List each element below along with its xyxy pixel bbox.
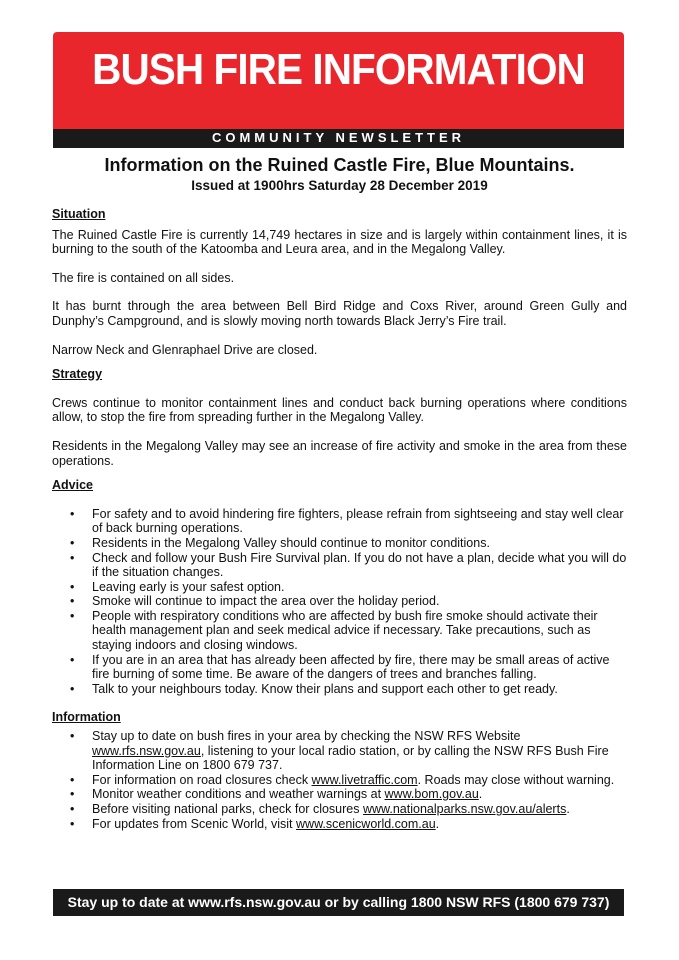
info-text: For updates from Scenic World, visit [92, 816, 297, 831]
situation-paragraph: The fire is contained on all sides. [52, 270, 235, 285]
list-item [70, 652, 627, 682]
bullet-icon: • [70, 816, 75, 831]
list-item [70, 729, 627, 773]
situation-title: Situation [52, 207, 106, 221]
advice-item-text: Check and follow your Bush Fire Survival plan. If you do not have a plan, decide what you will do if the situation changes. [92, 550, 627, 580]
situation-paragraph: The Ruined Castle Fire is currently 14,749 hectares in size and is largely within containment lines, it is burning to the south of the Katoomba and Leura area, and in the Megalong Valley. [52, 227, 627, 257]
bullet-icon: • [70, 681, 75, 696]
strategy-title: Strategy [52, 367, 103, 382]
strategy-paragraph: Residents in the Megalong Valley may see an increase of fire activity and smoke in the area from these operations. [52, 438, 627, 468]
list-item [70, 802, 627, 817]
advice-item-text: Smoke will continue to impact the area over the holiday period. [92, 594, 440, 609]
bom-link[interactable]: www.bom.gov.au [384, 787, 479, 802]
list-item [70, 816, 627, 832]
list-item [70, 535, 627, 551]
info-text: Before visiting national parks, check for closures [92, 802, 363, 816]
banner-subtitle: COMMUNITY NEWSLETTER [211, 130, 466, 145]
bullet-icon: • [70, 550, 75, 565]
info-text: . [435, 816, 440, 831]
advice-item-text: Residents in the Megalong Valley should continue to monitor conditions. [92, 535, 490, 550]
list-item [70, 579, 627, 595]
info-text: . [478, 787, 483, 802]
bullet-icon: • [70, 579, 75, 594]
nationalparks-link[interactable]: www.nationalparks.nsw.gov.au/alerts [362, 802, 567, 816]
advice-item-text: If you are in an area that has already been affected by fire, there may be small areas of active fire burning of some time. Be aware of the dangers of trees and branches falling. [92, 652, 610, 682]
bullet-icon: • [70, 652, 75, 667]
info-text: , listening to your local radio station, or by calling the NSW RFS Bush Fire Information Line on 1800 679 737. [92, 743, 609, 773]
list-item [70, 550, 627, 580]
info-text: . [566, 802, 570, 816]
list-item [70, 608, 627, 653]
list-item [70, 772, 627, 788]
advice-list [52, 507, 627, 697]
list-item [70, 506, 627, 536]
info-text: Stay up to date on bush fires in your area by checking the NSW RFS Website [92, 729, 521, 744]
information-title: Information [52, 710, 121, 725]
banner-title: BUSH FIRE INFORMATION [92, 45, 585, 94]
bullet-icon: • [70, 729, 75, 744]
bullet-icon: • [70, 594, 75, 609]
document-heading: Information on the Ruined Castle Fire, Blue Mountains. [104, 155, 575, 175]
situation-paragraph: Narrow Neck and Glenraphael Drive are closed. [52, 342, 318, 357]
info-text: For information on road closures check [92, 772, 312, 787]
community-newsletter-bar [53, 129, 624, 148]
bullet-icon: • [70, 535, 75, 550]
info-text: . Roads may close without warning. [417, 772, 615, 787]
info-text: Monitor weather conditions and weather warnings at [92, 787, 385, 802]
issued-timestamp: Issued at 1900hrs Saturday 28 December 2019 [191, 178, 488, 193]
bullet-icon: • [70, 772, 75, 787]
list-item [70, 681, 627, 697]
advice-item-text: For safety and to avoid hindering fire fighters, please refrain from sightseeing and stay well clear of back burning operations. [92, 506, 624, 536]
advice-item-text: Leaving early is your safest option. [92, 579, 285, 594]
list-item [70, 594, 627, 609]
bullet-icon: • [70, 506, 75, 521]
bullet-icon: • [70, 787, 75, 802]
advice-item-text: Talk to your neighbours today. Know their plans and support each other to get ready. [92, 681, 558, 696]
information-list [52, 729, 627, 831]
newsletter-body [52, 207, 627, 845]
footer-bar [53, 889, 624, 916]
newsletter-banner [53, 32, 624, 129]
strategy-paragraph: Crews continue to monitor containment lines and conduct back burning operations where conditions allow, to stop the fire from spreading further in the Megalong Valley. [52, 395, 627, 425]
list-item [70, 787, 627, 802]
situation-paragraph: It has burnt through the area between Bell Bird Ridge and Coxs River, around Green Gully and Dunphy’s Campground, and is slowly moving north towards Black Jerry’s Fire trail. [52, 299, 627, 328]
bullet-icon: • [70, 608, 75, 623]
advice-title: Advice [52, 478, 93, 493]
bullet-icon: • [70, 802, 75, 816]
rfs-website-link[interactable]: www.rfs.nsw.gov.au [92, 743, 201, 758]
scenicworld-link[interactable]: www.scenicworld.com.au [296, 816, 436, 831]
footer-contact-text: Stay up to date at www.rfs.nsw.gov.au or by calling 1800 NSW RFS (1800 679 737) [67, 894, 610, 910]
livetraffic-link[interactable]: www.livetraffic.com [311, 772, 418, 787]
advice-item-text: People with respiratory conditions who are affected by bush fire smoke should activate their health management plan and seek medical advice if necessary. Take precautions, such as staying indoors and closing windows. [92, 608, 598, 653]
